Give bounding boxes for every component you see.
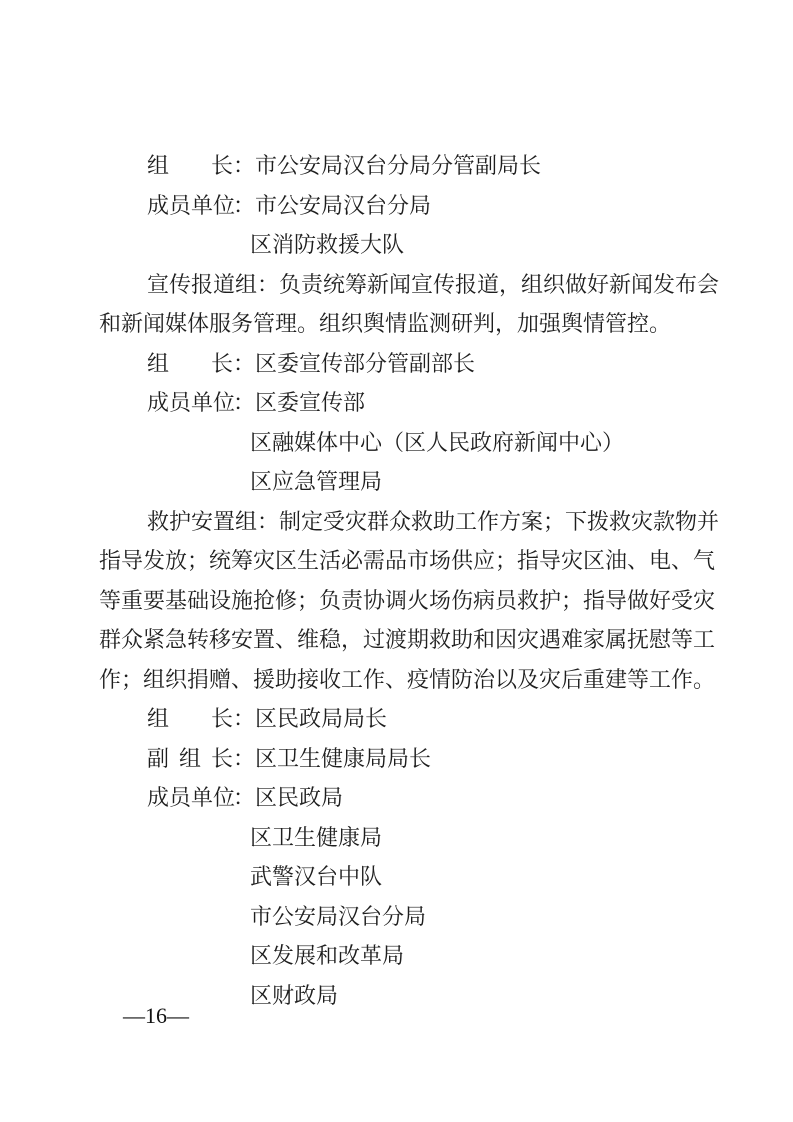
page-number: —16—	[123, 1003, 189, 1028]
text-line-pbody: 和新闻媒体服务管理。组织舆情监测研判，加强舆情管控。	[99, 311, 672, 336]
text-line-leader	[99, 778, 739, 818]
label-char: 位	[213, 192, 236, 218]
text-line-leader	[99, 383, 739, 423]
line-value: 区卫生健康局局长	[255, 745, 432, 771]
line-label	[147, 778, 236, 818]
label-char: 单	[191, 192, 214, 218]
text-line-member: 区卫生健康局	[250, 824, 383, 850]
label-char: 成	[147, 785, 170, 810]
line-value: 区委宣传部分管副部长	[255, 350, 476, 376]
text-line-pbody: 作；组织捐赠、援助接收工作、疫情防治以及灾后重建等工作。	[99, 666, 716, 692]
label-char: 员	[169, 785, 192, 810]
label-char: 位	[213, 785, 236, 810]
label-char: 副	[147, 745, 170, 771]
text-line-member: 武警汉台中队	[250, 864, 383, 889]
label-char: 组	[147, 350, 170, 376]
line-label	[147, 146, 233, 186]
text-line-pfirst: 救护安置组：制定受灾群众救助工作方案；下拨救灾款物并	[147, 508, 720, 534]
line-label	[147, 383, 236, 423]
text-line-pfirst: 宣传报道组：负责统筹新闻宣传报道，组织做好新闻发布会	[147, 271, 720, 297]
label-char: 单	[191, 785, 214, 810]
label-char: 员	[169, 192, 192, 218]
line-colon: ：	[233, 745, 256, 771]
text-line-member: 区融媒体中心（区人民政府新闻中心）	[250, 429, 625, 455]
label-char: 组	[147, 706, 170, 731]
line-value: 市公安局汉台分局	[255, 192, 432, 218]
line-label	[147, 344, 233, 384]
label-char: 成	[147, 192, 170, 218]
label-char: 组	[178, 745, 201, 771]
line-colon: ：	[233, 153, 256, 178]
label-char: 单	[191, 390, 214, 415]
document-lines	[99, 146, 739, 1015]
text-line-member: 区消防救援大队	[250, 232, 405, 257]
text-line-pbody: 群众紧急转移安置、维稳，过渡期救助和因灾遇难家属抚慰等工	[99, 627, 716, 652]
text-line-leader	[99, 699, 739, 739]
label-char: 员	[169, 390, 192, 415]
label-char: 成	[147, 390, 170, 415]
label-char: 长	[210, 706, 233, 731]
line-label	[147, 186, 236, 226]
line-label	[147, 739, 233, 779]
line-colon: ：	[233, 785, 256, 810]
text-line-member: 区发展和改革局	[250, 943, 405, 968]
label-char: 组	[147, 153, 170, 178]
line-label	[147, 699, 233, 739]
line-colon: ：	[233, 192, 256, 218]
text-line-pbody: 等重要基础设施抢修；负责协调火场伤病员救护；指导做好受灾	[99, 587, 716, 613]
text-line-pbody: 指导发放；统筹灾区生活必需品市场供应；指导灾区油、电、气	[99, 548, 716, 573]
line-value: 市公安局汉台分局分管副局长	[255, 153, 542, 178]
label-char: 长	[210, 153, 233, 178]
label-char: 位	[213, 390, 236, 415]
text-line-member: 市公安局汉台分局	[250, 903, 427, 929]
line-colon: ：	[233, 706, 256, 731]
text-line-leader	[99, 186, 739, 226]
text-line-leader	[99, 344, 739, 384]
line-value: 区委宣传部	[255, 390, 366, 415]
text-line-leader	[99, 146, 739, 186]
label-char: 长	[210, 745, 233, 771]
line-colon: ：	[233, 390, 256, 415]
text-line-member: 区财政局	[250, 982, 339, 1008]
text-line-member: 区应急管理局	[250, 469, 383, 494]
line-value: 区民政局局长	[255, 706, 388, 731]
label-char: 长	[210, 350, 233, 376]
line-value: 区民政局	[255, 785, 344, 810]
text-line-leader	[99, 739, 739, 779]
line-colon: ：	[233, 350, 256, 376]
